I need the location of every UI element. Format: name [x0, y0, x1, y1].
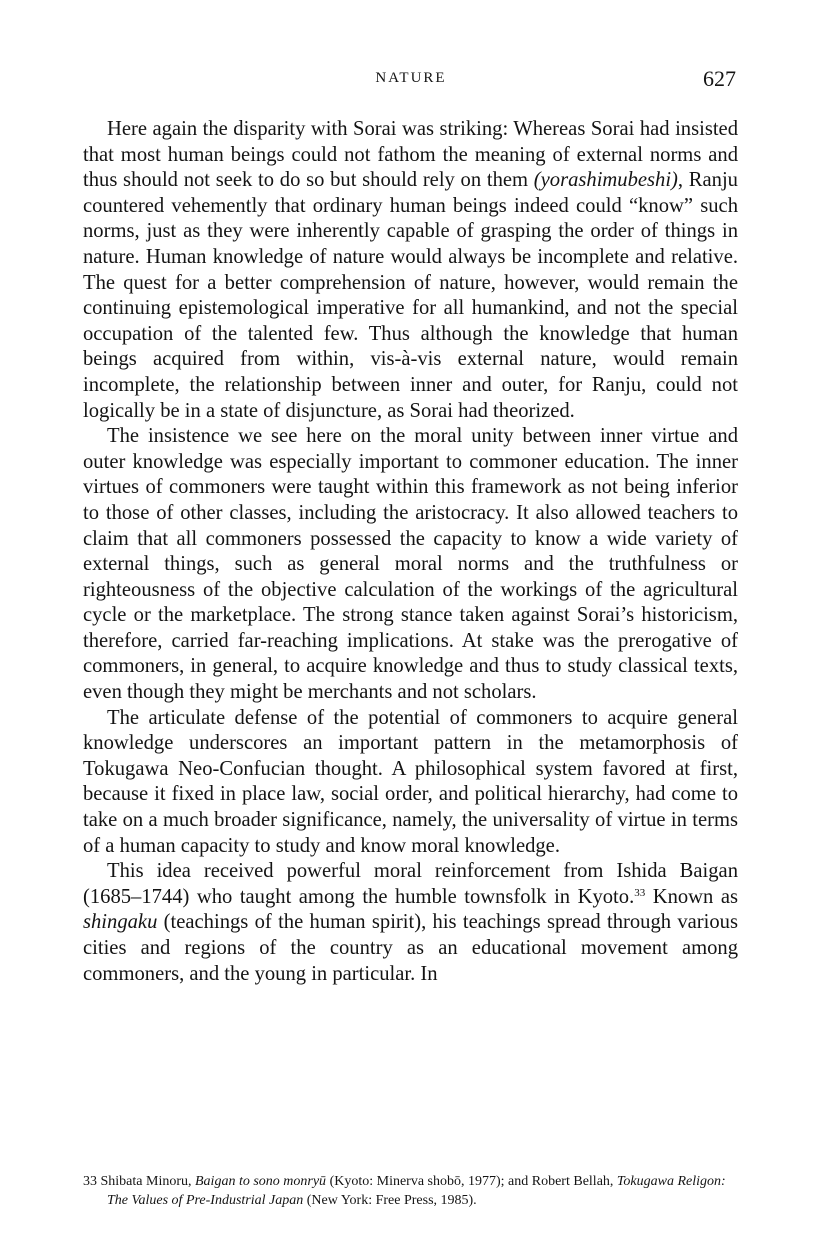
book-title: Tokugawa Religon: The Values of Pre-Industrial Japan	[107, 1174, 726, 1208]
footnote-reference: 33	[634, 886, 646, 899]
text-run: (New York: Free Press, 1985).	[303, 1193, 477, 1208]
paragraph: The articulate defense of the potential of commoners to acquire general knowledge underscores an important pattern in the metamorphosis of Tokugawa Neo-Confucian thought. A philosophical system favored at first, because it fixed in place law, social order, and political hierarchy, had come to take on a much broader significance, namely, the universality of virtue in terms of a human capacity to study and know moral knowledge.	[83, 706, 738, 857]
running-title: NATURE	[375, 70, 447, 86]
text-run: Here again the disparity with Sorai was striking: Whereas Sorai had insisted that most human beings could not fathom the meaning of external norms and thus should not seek to do so but should rely on them	[83, 118, 738, 192]
italic-term: (yorashimubeshi)	[533, 169, 678, 192]
text-run: , Ranju countered vehemently that ordinary human beings indeed could “know” such norms, just as they were inherently capable of grasping the order of things in nature. Human knowledge of nature would always be incomplete and relative. The quest for a better comprehension of nature, however, would remain the continuing epistemological imperative for all humankind, and not the special occupation of the talented few. Thus although the knowledge that human beings acquired from within, vis-à-vis external nature, would remain incomplete, the relationship between inner and outer, for Ranju, could not logically be in a state of disjuncture, as Sorai had theorized.	[83, 169, 738, 422]
paragraph	[83, 859, 738, 987]
text-run: Shibata Minoru,	[97, 1174, 195, 1189]
book-title: Baigan to sono monryū	[195, 1174, 327, 1189]
paragraph	[83, 117, 738, 424]
text-run: (teachings of the human spirit), his teachings spread through various cities and regions of the country as an educational movement among commoners, and the young in particular. In	[83, 911, 738, 985]
italic-term: shingaku	[83, 911, 158, 934]
footnote-number: 33	[83, 1174, 97, 1189]
paragraph: The insistence we see here on the moral unity between inner virtue and outer knowledge was especially important to commoner education. The inner virtues of commoners were taught within this framework as not being inferior to those of other classes, including the aristocracy. It also allowed teachers to claim that all commoners possessed the capacity to know a wide variety of external things, such as general moral norms and the truthfulness or righteousness of the objective calculation of the workings of the agricultural cycle or the marketplace. The strong stance taken against Sorai’s historicism, therefore, carried far-reaching implications. At stake was the prerogative of commoners, in general, to acquire knowledge and thus to study classical texts, even though they might be merchants and not scholars.	[83, 425, 738, 704]
footnotes	[83, 1172, 738, 1210]
footnote	[83, 1172, 738, 1210]
text-run: This idea received powerful moral reinforcement from Ishida Baigan (1685–1744) who taught among the humble townsfolk in Kyoto.	[83, 860, 738, 908]
text-run: Known as	[645, 885, 738, 908]
body-text	[83, 117, 738, 987]
text-run: (Kyoto: Minerva shobō, 1977); and Robert Bellah,	[326, 1174, 617, 1189]
page-number: 627	[703, 66, 736, 91]
